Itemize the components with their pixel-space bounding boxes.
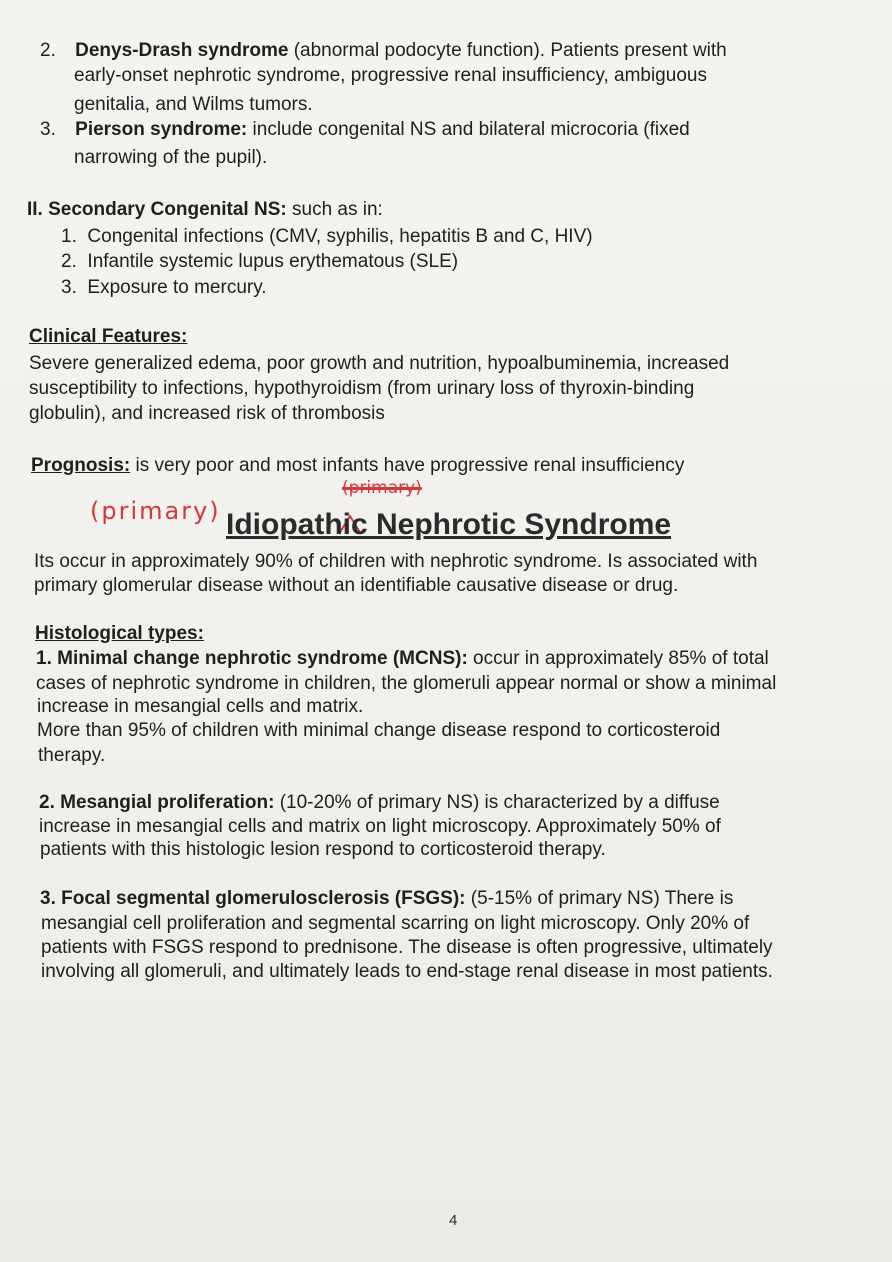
type-text: (10-20% of primary NS) is characterized by a diffuse bbox=[274, 792, 720, 813]
list-item bbox=[61, 225, 593, 248]
section-title-rest: such as in: bbox=[286, 199, 383, 220]
page-number: 4 bbox=[449, 1212, 458, 1229]
type-text: (5-15% of primary NS) There is bbox=[465, 888, 734, 909]
item-title: Denys-Drash syndrome bbox=[75, 40, 289, 61]
prognosis-heading: Prognosis: bbox=[31, 455, 131, 476]
item-text-line: narrowing of the pupil). bbox=[74, 147, 268, 168]
item-text: include congenital NS and bilateral microcoria (fixed bbox=[247, 119, 690, 140]
paragraph-line: patients with this histologic lesion respond to corticosteroid therapy. bbox=[40, 839, 606, 860]
paragraph-line: primary glomerular disease without an identifiable causative disease or drug. bbox=[34, 575, 679, 596]
paragraph-line: More than 95% of children with minimal change disease respond to corticosteroid bbox=[37, 720, 721, 741]
type-title: 1. Minimal change nephrotic syndrome (MCNS): bbox=[36, 648, 468, 669]
item-text-line: genitalia, and Wilms tumors. bbox=[74, 94, 313, 115]
list-item bbox=[61, 250, 458, 273]
type-text: occur in approximately 85% of total bbox=[467, 648, 769, 669]
list-number: 2. bbox=[61, 251, 77, 272]
paragraph-line: therapy. bbox=[38, 745, 106, 766]
paragraph-line: patients with FSGS respond to prednisone. The disease is often progressive, ultimately bbox=[41, 937, 773, 958]
paragraph-line: Its occur in approximately 90% of children with nephrotic syndrome. Is associated with bbox=[34, 551, 758, 572]
paragraph-line: mesangial cell proliferation and segmental scarring on light microscopy. Only 20% of bbox=[41, 913, 750, 934]
list-number: 2. bbox=[40, 40, 56, 61]
paragraph-line: globulin), and increased risk of thrombosis bbox=[29, 403, 385, 424]
paragraph-line: increase in mesangial cells and matrix. bbox=[37, 696, 364, 717]
section-heading bbox=[27, 198, 383, 221]
section-title: II. Secondary Congenital NS: bbox=[27, 199, 287, 220]
item-text: (abnormal podocyte function). Patients present with bbox=[288, 40, 727, 61]
histology-type-3 bbox=[40, 887, 733, 910]
item-title: Pierson syndrome: bbox=[75, 119, 248, 140]
paragraph-line: cases of nephrotic syndrome in children, the glomeruli appear normal or show a minimal bbox=[36, 673, 777, 694]
list-text: Congenital infections (CMV, syphilis, hepatitis B and C, HIV) bbox=[87, 226, 593, 247]
paragraph-line: increase in mesangial cells and matrix on light microscopy. Approximately 50% of bbox=[39, 816, 721, 837]
list-number: 3. bbox=[40, 119, 56, 140]
handwritten-text: (primary) bbox=[342, 478, 422, 498]
type-title: 2. Mesangial proliferation: bbox=[39, 792, 275, 813]
type-title: 3. Focal segmental glomerulosclerosis (FSGS): bbox=[40, 888, 466, 909]
paragraph-line: involving all glomeruli, and ultimately leads to end-stage renal disease in most patients. bbox=[41, 961, 773, 982]
histology-type-2 bbox=[39, 791, 720, 814]
list-text: Infantile systemic lupus erythematous (SLE) bbox=[87, 251, 459, 272]
histology-type-1 bbox=[36, 647, 769, 670]
list-item bbox=[61, 276, 267, 299]
list-number: 3. bbox=[61, 277, 77, 298]
histology-heading: Histological types: bbox=[35, 623, 204, 644]
prognosis-text: is very poor and most infants have progressive renal insufficiency bbox=[130, 455, 685, 476]
section-title: Idiopathic Nephrotic Syndrome bbox=[226, 508, 672, 541]
list-item bbox=[40, 118, 690, 141]
list-item bbox=[40, 39, 727, 62]
handwritten-note: (primary) bbox=[90, 497, 221, 525]
handwritten-note-crossed bbox=[342, 478, 422, 498]
prognosis bbox=[31, 454, 684, 477]
clinical-heading: Clinical Features: bbox=[29, 326, 188, 347]
list-number: 1. bbox=[61, 226, 77, 247]
list-text: Exposure to mercury. bbox=[87, 277, 267, 298]
item-text-line: early-onset nephrotic syndrome, progressive renal insufficiency, ambiguous bbox=[74, 65, 707, 86]
paragraph-line: susceptibility to infections, hypothyroidism (from urinary loss of thyroxin-binding bbox=[29, 378, 695, 399]
paragraph-line: Severe generalized edema, poor growth and nutrition, hypoalbuminemia, increased bbox=[29, 353, 730, 374]
